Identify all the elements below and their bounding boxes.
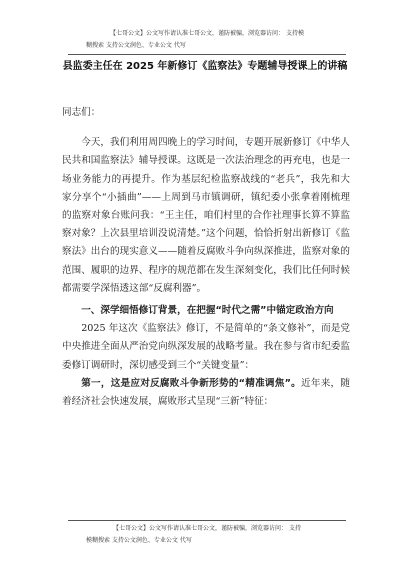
document-title: 县监委主任在 2025 年新修订《监察法》专题辅导授课上的讲稿 [62,61,348,72]
point-1 [62,375,350,411]
section-heading-1: 一、深学细悟修订背景，在把握“时代之需”中锚定政治方向 [81,305,334,317]
page-footer [0,520,410,547]
footer-divider [68,520,346,521]
header-line-2: 糊搜索 支持公文润色、专业公文 代写 [86,42,186,49]
page-header [0,28,410,55]
footer-line-1: 【七哥公文】公文写作请认准七哥公文，谨防被骗，浏览器访问： 支持 [113,525,301,532]
header-divider [68,54,346,55]
footer-line-2: 模糊搜索 支持公文润色、专业公文 代写 [86,537,192,544]
point-1-lead: 第一，这是应对反腐败斗争新形势的“精准调焦”。 [81,377,302,389]
header-line-1: 【七哥公文】公文写作请认准七哥公文，谨防被骗，浏览器访问： 支持模 [110,30,304,37]
paragraph-1: 今天，我们利用周四晚上的学习时间，专题开展新修订《中华人民共和国监察法》辅导授课。这既是一次法治理念的再充电，也是一场业务能力的再提升。作为基层纪检监察战线的“老兵”，我先和大家分享个“小插曲”——上周到马市镇调研，镇纪委小张拿着刚梳理的监察对象台账问我：“王主任，咱们村里的合作社理事长算不算监察对象？上次县里培训没说清楚。”这个问题，恰恰折射出新修订《监察法》出台的现实意义——随着反腐败斗争向纵深推进，监察对象的范围、履职的边界、程序的规范都在发生深刻变化，我们比任何时候都需要学深悟透这部“反腐利器”。 [62,137,350,294]
document-body [62,104,350,411]
paragraph-2: 2025 年这次《监察法》修订，不是简单的“条文修补”，而是党中央推进全面从严治党向纵深发展的战略考量。我在参与省市纪委监委修订调研时，深切感受到三个“关键变量”： [62,323,350,371]
greeting: 同志们： [62,107,101,118]
point-1-text: 近年来，随着经济社会快速发展，腐败形式呈现“三新”特征： [62,377,350,408]
